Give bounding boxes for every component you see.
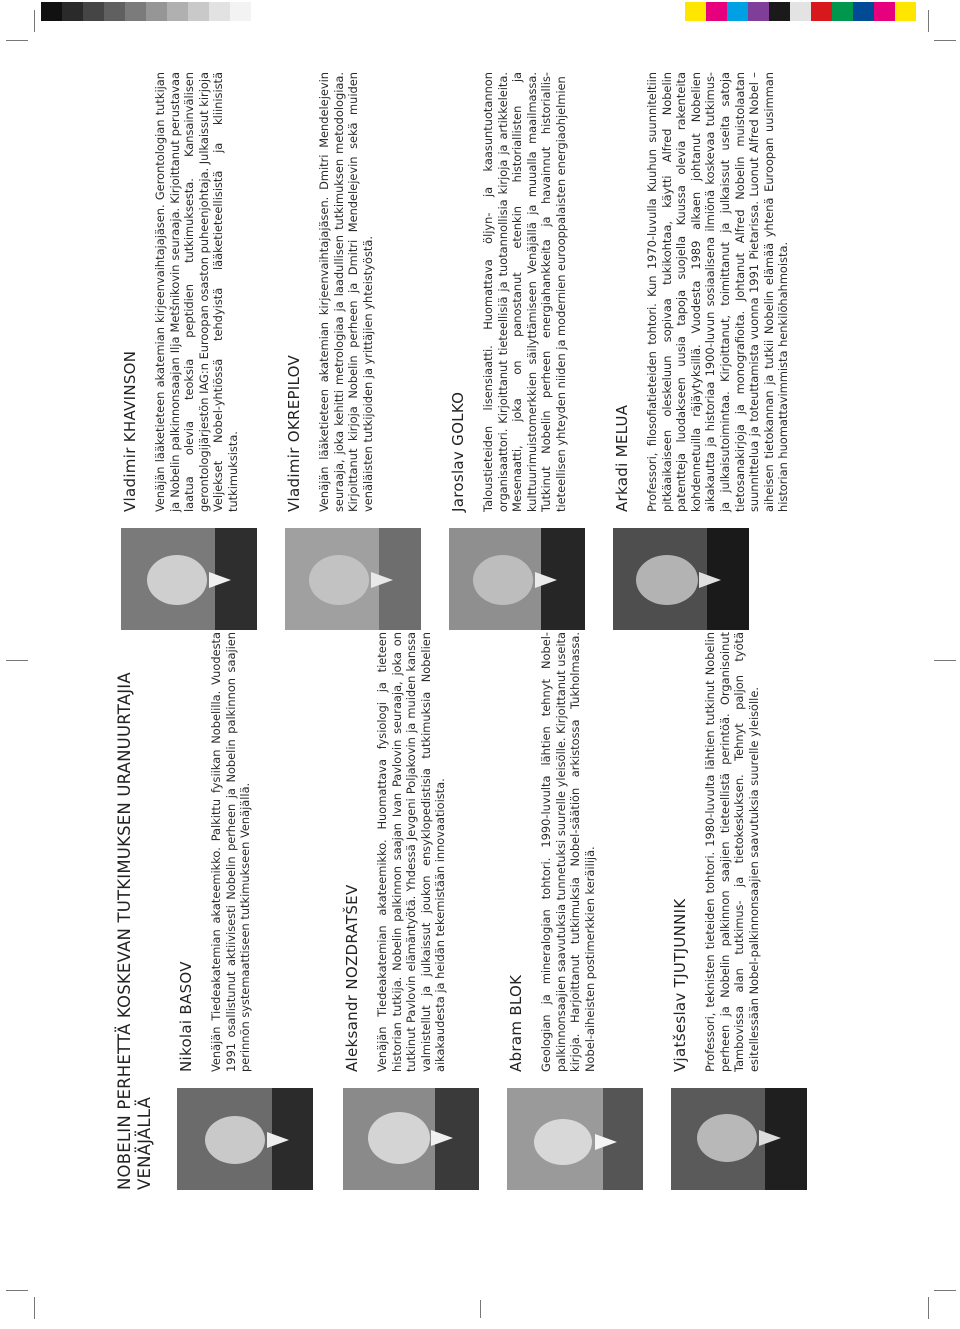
crop-mark <box>6 660 28 661</box>
person-bio: Venäjän Tiedeakatemian akateemikko. Palkittu fysiikan Nobelilla. Vuodesta 1991 osallistunut aktiivisesti Nobelin perheen ja Nobelin palkinnon saajien perinnön systemaattiseen tutkimukseen Venäjällä. <box>209 632 253 1072</box>
person-entry <box>449 72 585 630</box>
color-swatch <box>832 2 853 21</box>
person-bio: Professori, filosofiatieteiden tohtori. Kun 1970-luvulla Kuuhun suunniteltiin pitkäaikaiseen oleskeluun sopivaa tukikohtaa, käytti Alfred Nobelin patentteja luodakseen uusia tapoja suojella Kuussa olevia rakenteita kohdennetuilla räjäytyksillä. Vuodesta 1989 alkaen johtanut Nobelien aikakautta ja historiaa 1900-luvun sosiaalisena ilmiönä koskevaa tutkimus- ja julkaisutoimintaa. Kirjoittanut, toimittanut ja julkaissut useita satoja tietosanakirjoja ja monografioita. Johtanut Alfred Nobelin muistolaatan suunnittelua ja toteuttamista vuonna 1991 Pietarissa. Luonut Alfred Nobel –aiheisen tietokannan ja tutkii Nobelin elämää yhtenä Euroopan uusimman historian huomattavimmista henkilöhahmoista. <box>645 72 791 512</box>
person-entry <box>285 72 421 630</box>
color-swatch <box>790 2 811 21</box>
portrait-photo <box>121 528 257 630</box>
color-calibration-bar <box>685 2 916 21</box>
crop-mark <box>934 660 956 661</box>
person-name: Vladimir OKREPILOV <box>285 354 303 512</box>
crop-mark <box>934 40 956 41</box>
color-swatch <box>209 2 230 21</box>
portrait-photo <box>507 1088 643 1190</box>
page-title: NOBELIN PERHETTÄ KOSKEVAN TUTKIMUKSEN URANUURTAJIA VENÄJÄLLÄ <box>115 672 154 1190</box>
portrait-photo <box>177 1088 313 1190</box>
color-swatch <box>125 2 146 21</box>
crop-mark <box>6 40 28 41</box>
portrait-photo <box>613 528 749 630</box>
person-name: Arkadi MELUA <box>613 404 631 512</box>
color-swatch <box>188 2 209 21</box>
person-bio: Professori, teknisten tieteiden tohtori. 1980-luvulta lähtien tutkinut Nobelin perheen ja Nobelin palkinnon saajien tieteellistä perintöä. Organisoinut Tambovissa alan tutkimus- ja tietokeskuksen. Tehnyt paljon työtä esitellessään Nobel-palkinnonsaajien saavutuksia suurelle yleisölle. <box>703 632 761 1072</box>
crop-mark <box>6 1290 28 1291</box>
person-name: Vladimir KHAVINSON <box>121 350 139 512</box>
color-swatch <box>146 2 167 21</box>
color-swatch <box>104 2 125 21</box>
crop-mark <box>34 10 35 32</box>
person-name: Aleksandr NOZDRATŠEV <box>343 884 361 1072</box>
person-bio: Venäjän lääketieteen akatemian kirjeenvaihtajajäsen. Gerontologian tutkijan ja Nobelin palkinnonsaajan Ilja Metšnikovin seuraaja. Kirjoittanut perustavaa laatua olevia teoksia peptidien tutkimuksesta. Kansainvälisen gerontologijärjestön IAG:n Euroopan osaston puheenjohtaja. Julkaissut kirjoja Veljekset Nobel-yhtiössä tehdyistä lääketieteellisistä ja kliinisistä tutkimuksista. <box>153 72 240 512</box>
person-name: Vjatšeslav TJUTJUNNIK <box>671 898 689 1072</box>
rotated-page <box>115 70 835 1190</box>
portrait-photo <box>449 528 585 630</box>
portrait-photo <box>285 528 421 630</box>
crop-mark <box>934 1290 956 1291</box>
person-entry <box>507 632 643 1190</box>
color-swatch <box>811 2 832 21</box>
person-entry <box>343 632 479 1190</box>
portrait-photo <box>343 1088 479 1190</box>
color-swatch <box>685 2 706 21</box>
person-bio: Taloustieteiden lisensiaatti. Huomattava öljyn- ja kaasuntuotannon organisaattori. Kirjoittanut tieteellisiä ja tuotannollisia kirjoja ja artikkeleita. Mesenaatti, joka on panostanut etenkin historiallisten ja kulttuurimuistomerkkien säilyttämiseen Venäjällä ja muualla maailmassa. Tutkinut Nobelin perheen energiahankkeita ja havainnut historiallis-tieteellisen yhteyden niiden ja modernien eurooppalaisten energiaohjelmien <box>481 72 568 512</box>
person-entry <box>671 632 807 1190</box>
person-bio: Geologian ja mineralogian tohtori. 1990-luvulta lähtien tehnyt Nobel-palkinnonsaajien saavutuksia tunnetuksi suurelle yleisölle. Kirjoittanut useita kirjoja. Harjoittanut tutkimuksia Nobel-säätiön arkistossa Tukholmassa. Nobel-aiheisten postimerkkien keräilijä. <box>539 632 597 1072</box>
person-entry <box>177 632 313 1190</box>
color-swatch <box>62 2 83 21</box>
crop-mark <box>34 1297 35 1319</box>
crop-mark <box>480 1300 481 1318</box>
color-swatch <box>853 2 874 21</box>
color-swatch <box>727 2 748 21</box>
crop-mark <box>928 1297 929 1319</box>
color-swatch <box>769 2 790 21</box>
person-name: Jaroslav GOLKO <box>449 391 467 512</box>
person-bio: Venäjän Tiedeakatemian akateemikko. Huomattava fysiologi ja tieteen historian tutkija. Nobelin palkinnon saajan Ivan Pavlovin seuraaja, joka on tutkinut Pavlovin elämäntyötä. Yhdessä Jevgeni Poljakovin ja muiden kanssa valmistellut ja julkaissut joukon ensyklopedistisia tutkimuksia Nobelien aikakaudesta ja heidän tekemistään innovaatioista. <box>375 632 448 1072</box>
grayscale-calibration-bar <box>41 2 251 21</box>
color-swatch <box>895 2 916 21</box>
color-swatch <box>41 2 62 21</box>
color-swatch <box>230 2 251 21</box>
person-bio: Venäjän lääketieteen akatemian kirjeenvaihtajajäsen. Dmitri Mendelejevin seuraaja, joka kehitti metrologiaa ja laadullisen tutkimuksen metodologiaa. Kirjoittanut kirjoja Nobelin perheen ja Dmitri Mendelejevin sekä muiden venäläisten tutkijoiden ja yrittäjien yhteistyöstä. <box>317 72 375 512</box>
color-swatch <box>83 2 104 21</box>
color-swatch <box>706 2 727 21</box>
person-name: Nikolai BASOV <box>177 961 195 1072</box>
person-entry <box>613 72 791 630</box>
color-swatch <box>167 2 188 21</box>
person-entry <box>121 72 257 630</box>
portrait-photo <box>671 1088 807 1190</box>
person-name: Abram BLOK <box>507 974 525 1072</box>
crop-mark <box>928 10 929 32</box>
color-swatch <box>748 2 769 21</box>
color-swatch <box>874 2 895 21</box>
